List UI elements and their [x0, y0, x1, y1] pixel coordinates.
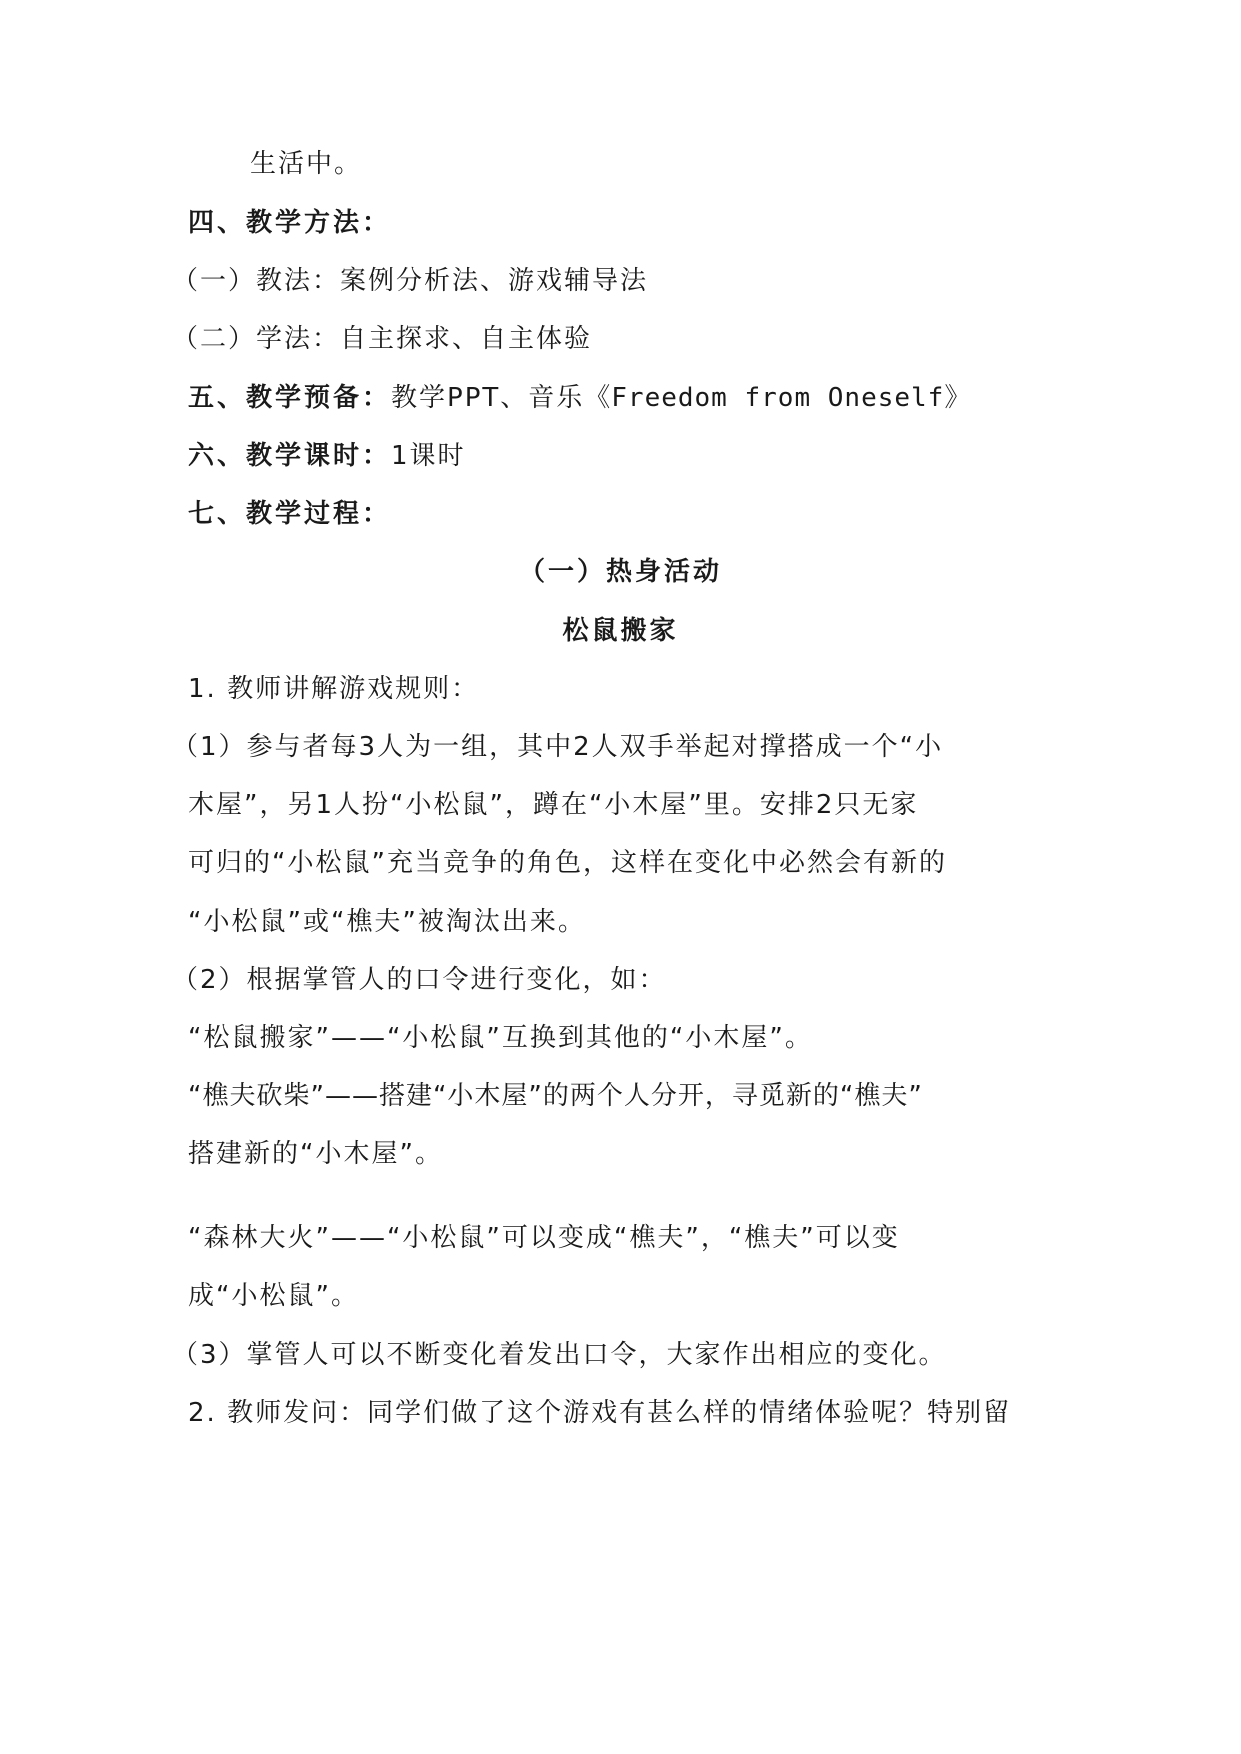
- text-line: “松鼠搬家”——“小松鼠”互换到其他的“小木屋”。: [188, 1023, 813, 1053]
- music-title: 《Freedom from Oneself》: [584, 383, 972, 413]
- text-line: 搭建新的“小木屋”。: [188, 1139, 443, 1169]
- section-heading: 六、教学课时：: [188, 441, 392, 471]
- section-heading: 七、教学过程：: [188, 499, 392, 529]
- text-line: （3）掌管人可以不断变化着发出口令，大家作出相应的变化。: [172, 1340, 947, 1370]
- prep-text: 教学PPT、音乐: [391, 383, 585, 413]
- section-heading: 四、教学方法：: [188, 208, 392, 238]
- text-line: [188, 380, 971, 416]
- subsection-title: （一）热身活动: [518, 557, 722, 587]
- text-line: （2）根据掌管人的口令进行变化，如：: [172, 965, 667, 995]
- text-line: （二）学法：自主探求、自主体验: [172, 324, 593, 354]
- text-line: [188, 438, 466, 474]
- text-line: 木屋”，另1人扮“小松鼠”，蹲在“小木屋”里。安排2只无家: [188, 790, 919, 820]
- period-text: 1课时: [391, 441, 466, 471]
- text-line: 2. 教师发问：同学们做了这个游戏有甚么样的情绪体验呢？特别留: [188, 1398, 1012, 1428]
- text-line: “小松鼠”或“樵夫”被淘汰出来。: [188, 907, 586, 937]
- text-line: （一）教法：案例分析法、游戏辅导法: [172, 266, 649, 296]
- text-line: “森林大火”——“小松鼠”可以变成“樵夫”，“樵夫”可以变: [188, 1223, 900, 1253]
- text-line: 可归的“小松鼠”充当竞争的角色，这样在变化中必然会有新的: [188, 848, 947, 878]
- section-heading: 五、教学预备：: [188, 383, 392, 413]
- activity-title: 松鼠搬家: [562, 616, 679, 646]
- text-line: （1）参与者每3人为一组，其中2人双手举起对撑搭成一个“小: [172, 732, 944, 762]
- text-line: 生活中。: [250, 149, 363, 179]
- text-line: 成“小松鼠”。: [188, 1281, 359, 1311]
- text-line: 1. 教师讲解游戏规则：: [188, 674, 480, 704]
- text-line: “樵夫砍柴”——搭建“小木屋”的两个人分开，寻觅新的“樵夫”: [188, 1081, 923, 1111]
